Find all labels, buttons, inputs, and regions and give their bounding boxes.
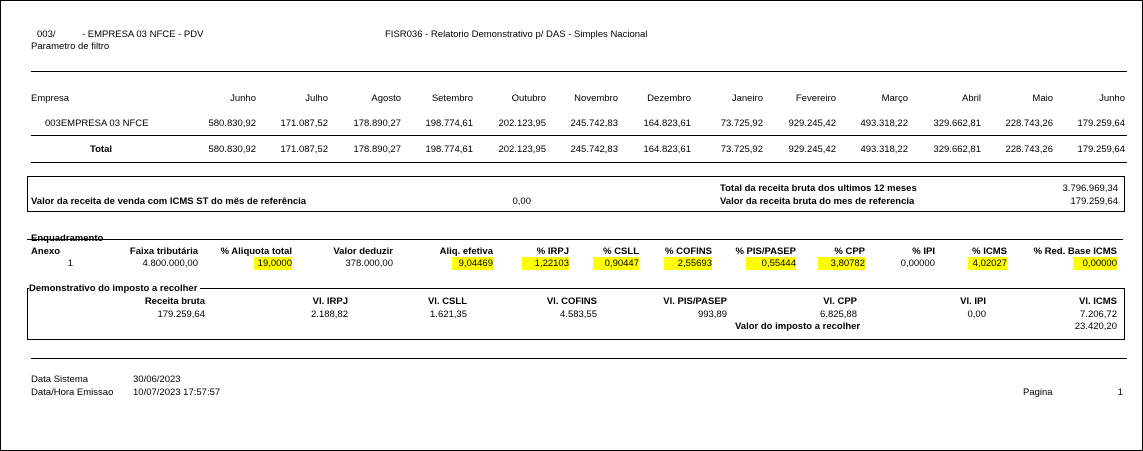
irpj-pct-label: % IRPJ — [536, 246, 569, 257]
emissao-label: Data/Hora Emissao — [31, 387, 114, 398]
month-header-6: Novembro — [574, 93, 618, 104]
icms-pct-value: 4,02027 — [968, 257, 1007, 270]
total-value-4: 198.774,61 — [425, 144, 473, 155]
row-value-1: 580.830,92 — [208, 118, 256, 129]
bruta12-label: Total da receita bruta dos ultimos 12 meses — [720, 183, 917, 194]
filter-label: Parametro de filtro — [31, 41, 110, 52]
demonstrativo-title: Demonstrativo do imposto a recolher — [29, 283, 200, 294]
row-value-10: 493.318,22 — [860, 118, 908, 129]
bruta-mes-value: 179.259,64 — [1070, 196, 1118, 207]
emissao-value: 10/07/2023 17:57:57 — [133, 387, 221, 398]
data-sistema-value: 30/06/2023 — [133, 374, 181, 385]
month-header-7: Dezembro — [647, 93, 691, 104]
aliq-total-label: % Aliquota total — [220, 246, 292, 257]
pispasep-pct-value: 0,55444 — [746, 257, 796, 270]
pagina-label: Pagina — [1023, 387, 1053, 398]
footer-divider — [31, 358, 1127, 359]
aliq-efetiva-label: Aliq. efetiva — [439, 246, 493, 257]
cpp-pct-label: % CPP — [834, 246, 865, 257]
total-value-13: 179.259,64 — [1077, 144, 1125, 155]
month-header-12: Maio — [1032, 93, 1053, 104]
month-header-8: Janeiro — [731, 93, 763, 104]
vl-pispasep-label: Vl. PIS/PASEP — [663, 296, 727, 307]
row-value-8: 73.725,92 — [720, 118, 763, 129]
row-value-13: 179.259,64 — [1077, 118, 1125, 129]
bruta-mes-label: Valor da receita bruta do mes de referencia — [720, 196, 915, 207]
vl-irpj-label: Vl. IRPJ — [312, 296, 348, 307]
total-value-2: 171.087,52 — [280, 144, 328, 155]
vl-ipi-value: 0,00 — [967, 309, 986, 320]
receita-bruta-label: Receita bruta — [144, 296, 205, 307]
total-value-8: 73.725,92 — [720, 144, 763, 155]
anexo-label: Anexo — [31, 246, 61, 257]
month-header-13: Junho — [1099, 93, 1125, 104]
vl-cofins-label: Vl. COFINS — [546, 296, 597, 307]
row-value-9: 929.245,42 — [788, 118, 836, 129]
red-base-value: 0,00000 — [1073, 257, 1117, 270]
col-empresa-header: Empresa — [31, 93, 70, 104]
enquadramento-divider — [27, 239, 1123, 240]
header-divider — [31, 71, 1127, 72]
vl-cpp-value: 6.825,88 — [820, 309, 857, 320]
total-value-3: 178.890,27 — [353, 144, 401, 155]
table-divider — [31, 135, 1127, 136]
faixa-value: 4.800.000,00 — [142, 258, 198, 269]
csll-pct-label: % CSLL — [603, 246, 639, 257]
total-value-11: 329.662,81 — [933, 144, 981, 155]
total-value-12: 228.743,26 — [1005, 144, 1053, 155]
red-base-label: % Red. Base ICMS — [1033, 246, 1117, 257]
month-header-10: Março — [881, 93, 908, 104]
vl-irpj-value: 2.188,82 — [311, 309, 348, 320]
aliq-total-value: 19,0000 — [254, 257, 292, 270]
total-value-7: 164.823,61 — [643, 144, 691, 155]
vl-cpp-label: Vl. CPP — [823, 296, 857, 307]
month-header-9: Fevereiro — [795, 93, 836, 104]
total-value-5: 202.123,95 — [498, 144, 546, 155]
data-sistema-label: Data Sistema — [31, 374, 89, 385]
icms-st-label: Valor da receita de venda com ICMS ST do mês de referência — [31, 196, 307, 207]
cpp-pct-value: 3,80782 — [818, 257, 865, 270]
valor-deduzir-label: Valor deduzir — [333, 246, 393, 257]
row-value-5: 202.123,95 — [498, 118, 546, 129]
ipi-pct-value: 0,00000 — [900, 258, 935, 269]
cofins-pct-value: 2,55693 — [664, 257, 712, 270]
total-value-9: 929.245,42 — [788, 144, 836, 155]
icms-pct-label: % ICMS — [972, 246, 1007, 257]
month-header-11: Abril — [961, 93, 981, 104]
irpj-pct-value: 1,22103 — [522, 257, 569, 270]
row-value-11: 329.662,81 — [933, 118, 981, 129]
recolher-label: Valor do imposto a recolher — [735, 321, 861, 332]
row-value-6: 245.742,83 — [570, 118, 618, 129]
row-value-4: 198.774,61 — [425, 118, 473, 129]
faixa-label: Faixa tributária — [129, 246, 198, 257]
vl-csll-value: 1.621,35 — [430, 309, 467, 320]
total-value-6: 245.742,83 — [570, 144, 618, 155]
row-value-12: 228.743,26 — [1005, 118, 1053, 129]
total-value-10: 493.318,22 — [860, 144, 908, 155]
icms-st-value: 0,00 — [512, 196, 531, 207]
table-bottom-divider — [31, 162, 1127, 163]
total-value-1: 580.830,92 — [208, 144, 256, 155]
vl-pispasep-value: 993,89 — [697, 309, 727, 320]
vl-cofins-value: 4.583,55 — [560, 309, 597, 320]
vl-icms-label: Vl. ICMS — [1078, 296, 1117, 307]
bruta12-value: 3.796.969,34 — [1062, 183, 1118, 194]
pagina-value: 1 — [1117, 387, 1123, 398]
row-company-name: 003EMPRESA 03 NFCE — [45, 118, 149, 129]
month-header-4: Setembro — [431, 93, 473, 104]
receita-bruta-value: 179.259,64 — [157, 309, 205, 320]
month-header-5: Outubro — [511, 93, 546, 104]
vl-csll-label: Vl. CSLL — [427, 296, 467, 307]
row-value-2: 171.087,52 — [280, 118, 328, 129]
month-header-2: Julho — [305, 93, 328, 104]
report-title: FISR036 - Relatorio Demonstrativo p/ DAS - Simples Nacional — [385, 29, 648, 40]
csll-pct-value: 0,90447 — [593, 257, 639, 270]
pispasep-pct-label: % PIS/PASEP — [735, 246, 796, 257]
company-name: - EMPRESA 03 NFCE - PDV — [82, 29, 204, 40]
row-value-7: 164.823,61 — [643, 118, 691, 129]
recolher-value: 23.420,20 — [1074, 321, 1117, 332]
vl-ipi-label: Vl. IPI — [960, 296, 986, 307]
month-header-3: Agosto — [371, 93, 401, 104]
anexo-value: 1 — [67, 258, 73, 269]
row-value-3: 178.890,27 — [353, 118, 401, 129]
month-header-1: Junho — [230, 93, 256, 104]
valor-deduzir-value: 378.000,00 — [345, 258, 393, 269]
total-label: Total — [90, 144, 112, 155]
company-code: 003/ — [37, 29, 56, 40]
aliq-efetiva-value: 9,04469 — [452, 257, 493, 270]
ipi-pct-label: % IPI — [912, 246, 935, 257]
enquadramento-title: Enquadramento — [31, 233, 104, 244]
vl-icms-value: 7.206,72 — [1080, 309, 1117, 320]
cofins-pct-label: % COFINS — [665, 246, 712, 257]
